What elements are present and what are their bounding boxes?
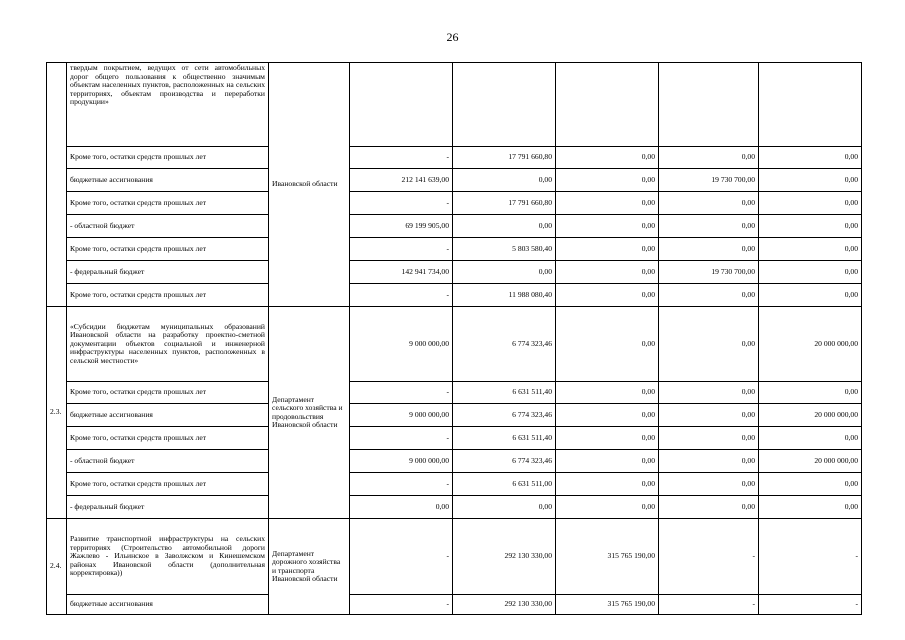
value-cell: 212 141 639,00 bbox=[350, 169, 453, 192]
table-row bbox=[47, 238, 862, 261]
table-row bbox=[47, 427, 862, 450]
value-cell: 0,00 bbox=[350, 496, 453, 519]
value-cell: - bbox=[759, 595, 862, 615]
row-label: - областной бюджет bbox=[67, 450, 269, 473]
value-cell bbox=[659, 63, 759, 147]
row-label: Кроме того, остатки средств прошлых лет bbox=[67, 284, 269, 307]
row-label: - областной бюджет bbox=[67, 215, 269, 238]
table-row bbox=[47, 169, 862, 192]
value-cell: 0,00 bbox=[453, 261, 556, 284]
value-cell: - bbox=[759, 519, 862, 595]
table-row bbox=[47, 192, 862, 215]
value-cell: 0,00 bbox=[659, 238, 759, 261]
row-label: Кроме того, остатки средств прошлых лет bbox=[67, 192, 269, 215]
budget-table bbox=[46, 62, 862, 615]
value-cell: 9 000 000,00 bbox=[350, 307, 453, 382]
value-cell: 0,00 bbox=[659, 473, 759, 496]
value-cell: 20 000 000,00 bbox=[759, 307, 862, 382]
organization-cell: Ивановской области bbox=[269, 63, 350, 307]
value-cell: - bbox=[350, 284, 453, 307]
value-cell: 0,00 bbox=[556, 427, 659, 450]
value-cell: 0,00 bbox=[759, 284, 862, 307]
value-cell: 0,00 bbox=[759, 147, 862, 169]
row-label: бюджетные ассигнования bbox=[67, 169, 269, 192]
value-cell: 142 941 734,00 bbox=[350, 261, 453, 284]
value-cell: 0,00 bbox=[759, 215, 862, 238]
value-cell: 0,00 bbox=[759, 382, 862, 404]
row-label: бюджетные ассигнования bbox=[67, 595, 269, 615]
index-cell-empty bbox=[47, 63, 67, 307]
value-cell: 0,00 bbox=[556, 473, 659, 496]
value-cell: 69 199 905,00 bbox=[350, 215, 453, 238]
value-cell: 0,00 bbox=[556, 169, 659, 192]
value-cell: 0,00 bbox=[556, 284, 659, 307]
value-cell: 17 791 660,80 bbox=[453, 147, 556, 169]
row-label: Кроме того, остатки средств прошлых лет bbox=[67, 382, 269, 404]
value-cell: 0,00 bbox=[453, 169, 556, 192]
item-number: 2.4. bbox=[47, 519, 67, 615]
value-cell: 0,00 bbox=[453, 496, 556, 519]
value-cell: 0,00 bbox=[556, 450, 659, 473]
value-cell bbox=[453, 63, 556, 147]
table-row bbox=[47, 382, 862, 404]
value-cell: 292 130 330,00 bbox=[453, 519, 556, 595]
value-cell: 292 130 330,00 bbox=[453, 595, 556, 615]
value-cell: - bbox=[350, 519, 453, 595]
value-cell: 0,00 bbox=[659, 215, 759, 238]
row-label: Кроме того, остатки средств прошлых лет bbox=[67, 427, 269, 450]
value-cell: 5 803 580,40 bbox=[453, 238, 556, 261]
row-label: Кроме того, остатки средств прошлых лет bbox=[67, 238, 269, 261]
table-body bbox=[47, 63, 862, 615]
value-cell: 0,00 bbox=[759, 473, 862, 496]
value-cell: - bbox=[350, 382, 453, 404]
value-cell: 0,00 bbox=[556, 261, 659, 284]
value-cell: 0,00 bbox=[556, 404, 659, 427]
row-label: бюджетные ассигнования bbox=[67, 404, 269, 427]
table-row bbox=[47, 496, 862, 519]
value-cell: 0,00 bbox=[759, 192, 862, 215]
value-cell: 0,00 bbox=[759, 238, 862, 261]
item-number: 2.3. bbox=[47, 307, 67, 519]
value-cell bbox=[556, 63, 659, 147]
page-number: 26 bbox=[446, 30, 459, 44]
value-cell: - bbox=[350, 427, 453, 450]
value-cell: 0,00 bbox=[556, 192, 659, 215]
value-cell: 19 730 700,00 bbox=[659, 169, 759, 192]
table-row bbox=[47, 147, 862, 169]
value-cell: 0,00 bbox=[659, 496, 759, 519]
value-cell: 315 765 190,00 bbox=[556, 595, 659, 615]
value-cell: 20 000 000,00 bbox=[759, 404, 862, 427]
value-cell: - bbox=[350, 238, 453, 261]
value-cell: 0,00 bbox=[659, 284, 759, 307]
table-row bbox=[47, 404, 862, 427]
value-cell: 0,00 bbox=[659, 307, 759, 382]
value-cell: 0,00 bbox=[659, 382, 759, 404]
value-cell bbox=[350, 63, 453, 147]
value-cell: 0,00 bbox=[556, 496, 659, 519]
value-cell: - bbox=[659, 519, 759, 595]
value-cell: 315 765 190,00 bbox=[556, 519, 659, 595]
table-row bbox=[47, 261, 862, 284]
description-cell: твердым покрытием, ведущих от сети автомобильных дорог общего пользования к общественно значимым объектам населенных пунктов, расположенных на сельских территориях, объектам производства и переработки продукции» bbox=[67, 63, 269, 147]
value-cell: 6 631 511,00 bbox=[453, 473, 556, 496]
value-cell: - bbox=[350, 147, 453, 169]
table-row-item-2-3 bbox=[47, 307, 862, 382]
value-cell: 0,00 bbox=[556, 382, 659, 404]
value-cell: 0,00 bbox=[659, 427, 759, 450]
value-cell: 11 988 080,40 bbox=[453, 284, 556, 307]
description-cell: «Субсидии бюджетам муниципальных образований Ивановской области на разработку проектно-сметной документации объектов социальной и инженерной инфраструктуры населенных пунктов, расположенных в сельской местности» bbox=[67, 307, 269, 382]
value-cell: 0,00 bbox=[659, 192, 759, 215]
table-row bbox=[47, 215, 862, 238]
table-row bbox=[47, 284, 862, 307]
value-cell: 0,00 bbox=[759, 261, 862, 284]
value-cell bbox=[759, 63, 862, 147]
value-cell: 0,00 bbox=[556, 215, 659, 238]
value-cell: - bbox=[350, 473, 453, 496]
row-label: Кроме того, остатки средств прошлых лет bbox=[67, 473, 269, 496]
table-row-item-2-4 bbox=[47, 519, 862, 595]
value-cell: 9 000 000,00 bbox=[350, 450, 453, 473]
value-cell: 0,00 bbox=[556, 147, 659, 169]
description-cell: Развитие транспортной инфраструктуры на сельских территориях (Строительство автомобильной дороги Жажлево - Ильинское в Заволжском и Кинешемском районах Ивановской области (дополнительная корректировка)) bbox=[67, 519, 269, 595]
table-row bbox=[47, 473, 862, 496]
value-cell: 6 774 323,46 bbox=[453, 450, 556, 473]
row-label: - федеральный бюджет bbox=[67, 496, 269, 519]
value-cell: - bbox=[350, 595, 453, 615]
value-cell: 0,00 bbox=[556, 238, 659, 261]
value-cell: 0,00 bbox=[659, 147, 759, 169]
row-label: Кроме того, остатки средств прошлых лет bbox=[67, 147, 269, 169]
value-cell: - bbox=[659, 595, 759, 615]
value-cell: 6 631 511,40 bbox=[453, 382, 556, 404]
table-row bbox=[47, 595, 862, 615]
table-row bbox=[47, 450, 862, 473]
value-cell: 6 631 511,40 bbox=[453, 427, 556, 450]
organization-cell: Департамент дорожного хозяйства и транспорта Ивановской области bbox=[269, 519, 350, 615]
value-cell: 6 774 323,46 bbox=[453, 404, 556, 427]
organization-cell: Департамент сельского хозяйства и продовольствия Ивановской области bbox=[269, 307, 350, 519]
value-cell: 0,00 bbox=[659, 450, 759, 473]
row-label: - федеральный бюджет bbox=[67, 261, 269, 284]
value-cell: 6 774 323,46 bbox=[453, 307, 556, 382]
value-cell: 0,00 bbox=[759, 169, 862, 192]
value-cell: 0,00 bbox=[759, 496, 862, 519]
value-cell: 19 730 700,00 bbox=[659, 261, 759, 284]
table-row-continued bbox=[47, 63, 862, 147]
value-cell: 0,00 bbox=[759, 427, 862, 450]
value-cell: 20 000 000,00 bbox=[759, 450, 862, 473]
value-cell: 0,00 bbox=[659, 404, 759, 427]
value-cell: 0,00 bbox=[453, 215, 556, 238]
value-cell: 9 000 000,00 bbox=[350, 404, 453, 427]
value-cell: - bbox=[350, 192, 453, 215]
value-cell: 17 791 660,80 bbox=[453, 192, 556, 215]
value-cell: 0,00 bbox=[556, 307, 659, 382]
